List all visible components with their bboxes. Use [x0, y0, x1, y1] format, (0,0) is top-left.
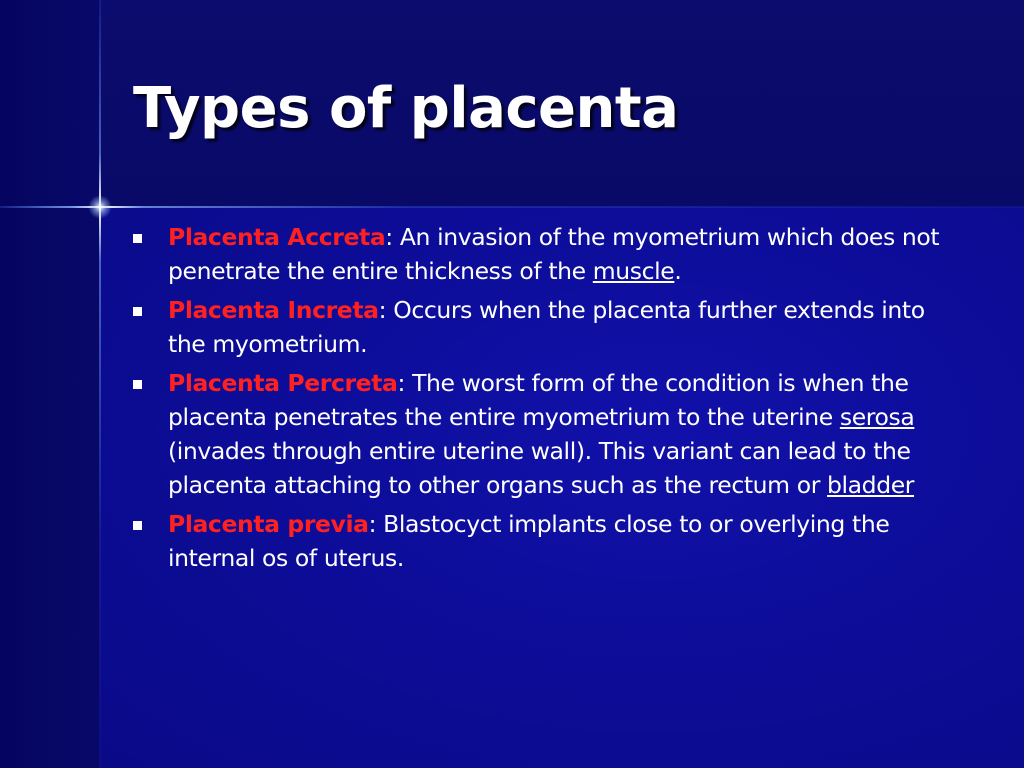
bullet-item-previa [130, 507, 960, 575]
horizontal-accent-line [0, 206, 1024, 208]
square-bullet-icon [133, 307, 142, 316]
background-left-panel [0, 0, 100, 768]
term-placenta-previa: Placenta previa [168, 510, 369, 538]
link-muscle[interactable]: muscle [592, 257, 675, 285]
bullet-list [130, 220, 960, 580]
definition-text: : An invasion of the myometrium which does not penetrate the entire thickness of the [168, 223, 940, 285]
bullet-item-accreta [130, 220, 960, 288]
square-bullet-icon [133, 380, 142, 389]
definition-text: : Occurs when the placenta further extends into the myometrium. [168, 296, 925, 358]
term-placenta-accreta: Placenta Accreta [168, 223, 386, 251]
definition-text-end: . [674, 257, 682, 285]
link-bladder[interactable]: bladder [827, 471, 915, 499]
bullet-item-increta [130, 293, 960, 361]
term-placenta-percreta: Placenta Percreta [168, 369, 398, 397]
vertical-accent-line [99, 0, 101, 768]
definition-text: : The worst form of the condition is when the placenta penetrates the entire myometrium to the uterine [168, 369, 909, 431]
definition-text: : Blastocyct implants close to or overlying the internal os of uterus. [168, 510, 890, 572]
bullet-item-percreta [130, 366, 960, 502]
square-bullet-icon [133, 521, 142, 530]
link-serosa[interactable]: serosa [839, 403, 915, 431]
square-bullet-icon [133, 234, 142, 243]
definition-text-middle: (invades through entire uterine wall). This variant can lead to the placenta attaching to other organs such as the rectum or [168, 437, 911, 499]
slide-title: Types of placenta [133, 76, 679, 141]
term-placenta-increta: Placenta Increta [168, 296, 379, 324]
star-sparkle-icon [88, 195, 112, 219]
